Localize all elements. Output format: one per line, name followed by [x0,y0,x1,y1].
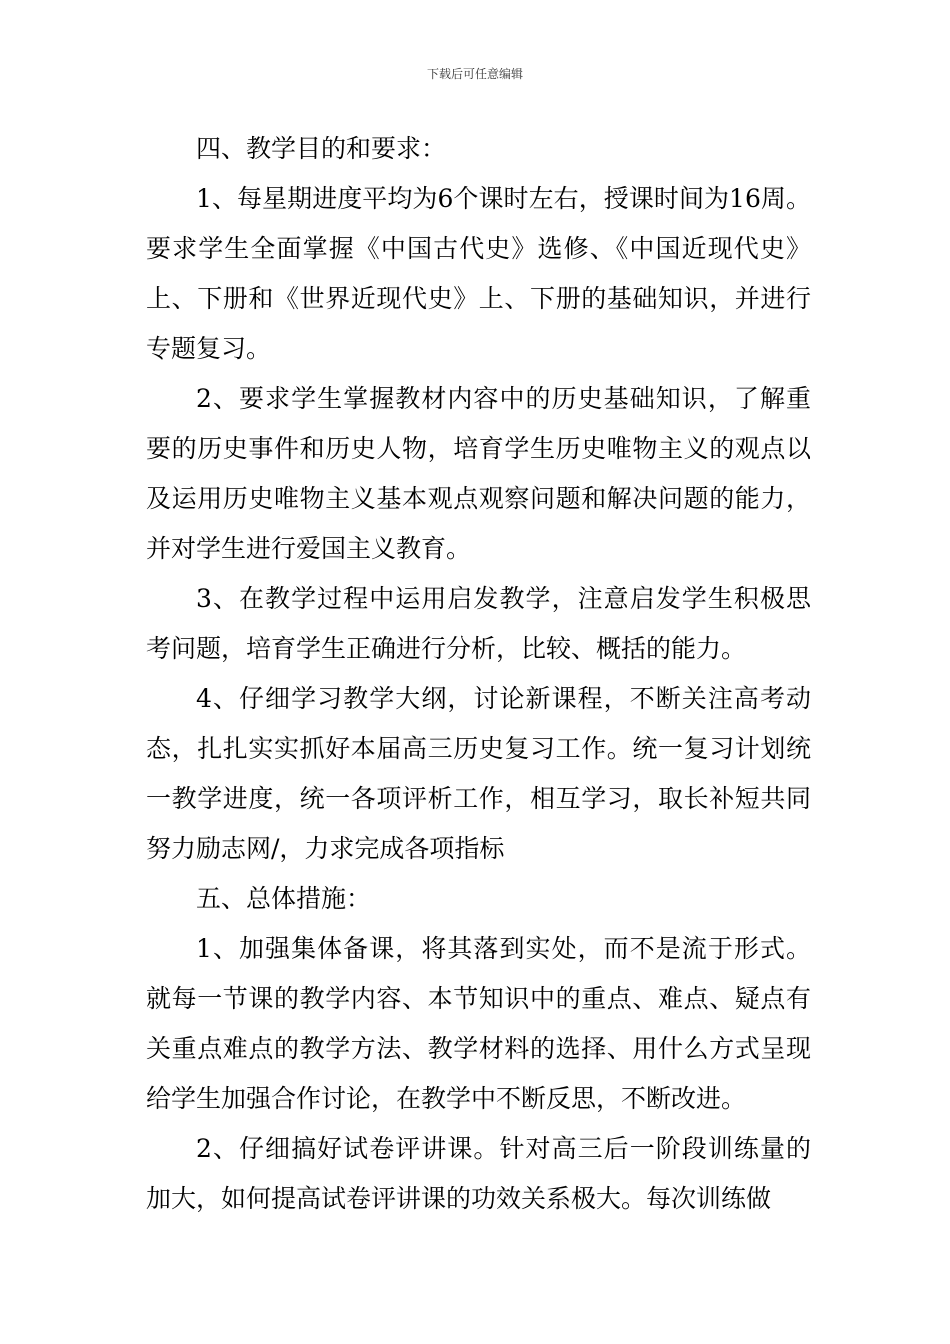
paragraph-goal-4: 4、仔细学习教学大纲，讨论新课程，不断关注高考动态，扎扎实实抓好本届高三历史复习工作。统一复习计划统一教学进度，统一各项评析工作，相互学习，取长补短共同努力励志网/，力求完成各项指标 [146,684,811,863]
paragraph-measure-1: 1、加强集体备课，将其落到实处，而不是流于形式。就每一节课的教学内容、本节知识中的重点、难点、疑点有关重点难点的教学方法、教学材料的选择、用什么方式呈现给学生加强合作讨论，在教学中不断反思，不断改进。 [146,934,811,1113]
paragraph-goal-3: 3、在教学过程中运用启发教学，注意启发学生积极思考问题，培育学生正确进行分析，比较、概括的能力。 [146,584,811,663]
section-heading-teaching-goals: 四、教学目的和要求： [196,134,447,163]
paragraph-measure-2: 2、仔细搞好试卷评讲课。针对高三后一阶段训练量的加大，如何提高试卷评讲课的功效关系极大。每次训练做 [146,1134,811,1213]
document-body [146,124,811,1224]
section-heading-overall-measures: 五、总体措施： [196,884,372,913]
paragraph-goal-2: 2、要求学生掌握教材内容中的历史基础知识，了解重要的历史事件和历史人物，培育学生历史唯物主义的观点以及运用历史唯物主义基本观点观察问题和解决问题的能力，并对学生进行爱国主义教育。 [146,384,811,563]
page-header: 下载后可任意编辑 [426,67,523,81]
paragraph-goal-1: 1、每星期进度平均为6个课时左右，授课时间为16周。要求学生全面掌握《中国古代史》选修、《中国近现代史》上、下册和《世界近现代史》上、下册的基础知识，并进行专题复习。 [146,184,811,363]
